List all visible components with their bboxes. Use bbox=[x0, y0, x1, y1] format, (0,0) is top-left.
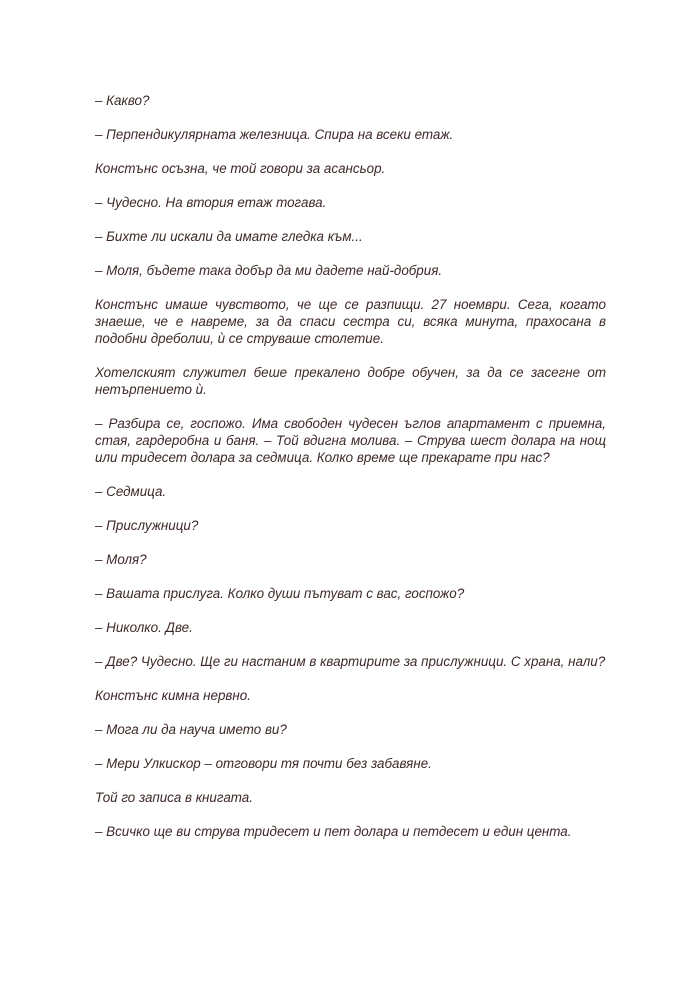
paragraph: – Бихте ли искали да имате гледка към... bbox=[95, 229, 363, 244]
paragraph: Той го записа в книгата. bbox=[95, 790, 253, 805]
paragraph: – Перпендикулярната железница. Спира на всеки етаж. bbox=[95, 127, 454, 142]
paragraph: Констънс имаше чувството, че ще се разпищи. 27 ноември. Сега, когато знаеше, че е навреме, за да спаси сестра си, всяка минута, прахосана в подобни дреболии, ѝ се струваше столетие. bbox=[95, 297, 606, 346]
paragraph: Хотелският служител беше прекалено добре обучен, за да се засегне от нетърпението ѝ. bbox=[95, 365, 606, 397]
paragraph: – Седмица. bbox=[95, 484, 167, 499]
paragraph: – Мога ли да науча името ви? bbox=[95, 722, 287, 737]
paragraph: Констънс осъзна, че той говори за асансьор. bbox=[95, 161, 386, 176]
paragraph: – Мери Улкискор – отговори тя почти без забавяне. bbox=[95, 756, 432, 771]
paragraph: – Николко. Две. bbox=[95, 620, 193, 635]
paragraph: – Чудесно. На втория етаж тогава. bbox=[95, 195, 327, 210]
paragraph: – Всичко ще ви струва тридесет и пет долара и петдесет и един цента. bbox=[95, 824, 572, 839]
paragraph: – Какво? bbox=[95, 93, 150, 108]
paragraph: – Две? Чудесно. Ще ги настаним в квартирите за прислужници. С храна, нали? bbox=[95, 654, 606, 669]
paragraph: Констънс кимна нервно. bbox=[95, 688, 251, 703]
paragraph: – Прислужници? bbox=[95, 518, 199, 533]
text-column bbox=[95, 92, 606, 857]
paragraph: – Разбира се, госпожо. Има свободен чудесен ъглов апартамент с приемна, стая, гардеробна и баня. – Той вдигна молива. – Струва шест долара на нощ или тридесет долара за седмица. Колко време ще прекарате при нас? bbox=[95, 416, 606, 465]
paragraph: – Вашата прислуга. Колко души пътуват с вас, госпожо? bbox=[95, 586, 465, 601]
paragraph: – Моля, бъдете така добър да ми дадете най-добрия. bbox=[95, 263, 443, 278]
paragraph: – Моля? bbox=[95, 552, 147, 567]
